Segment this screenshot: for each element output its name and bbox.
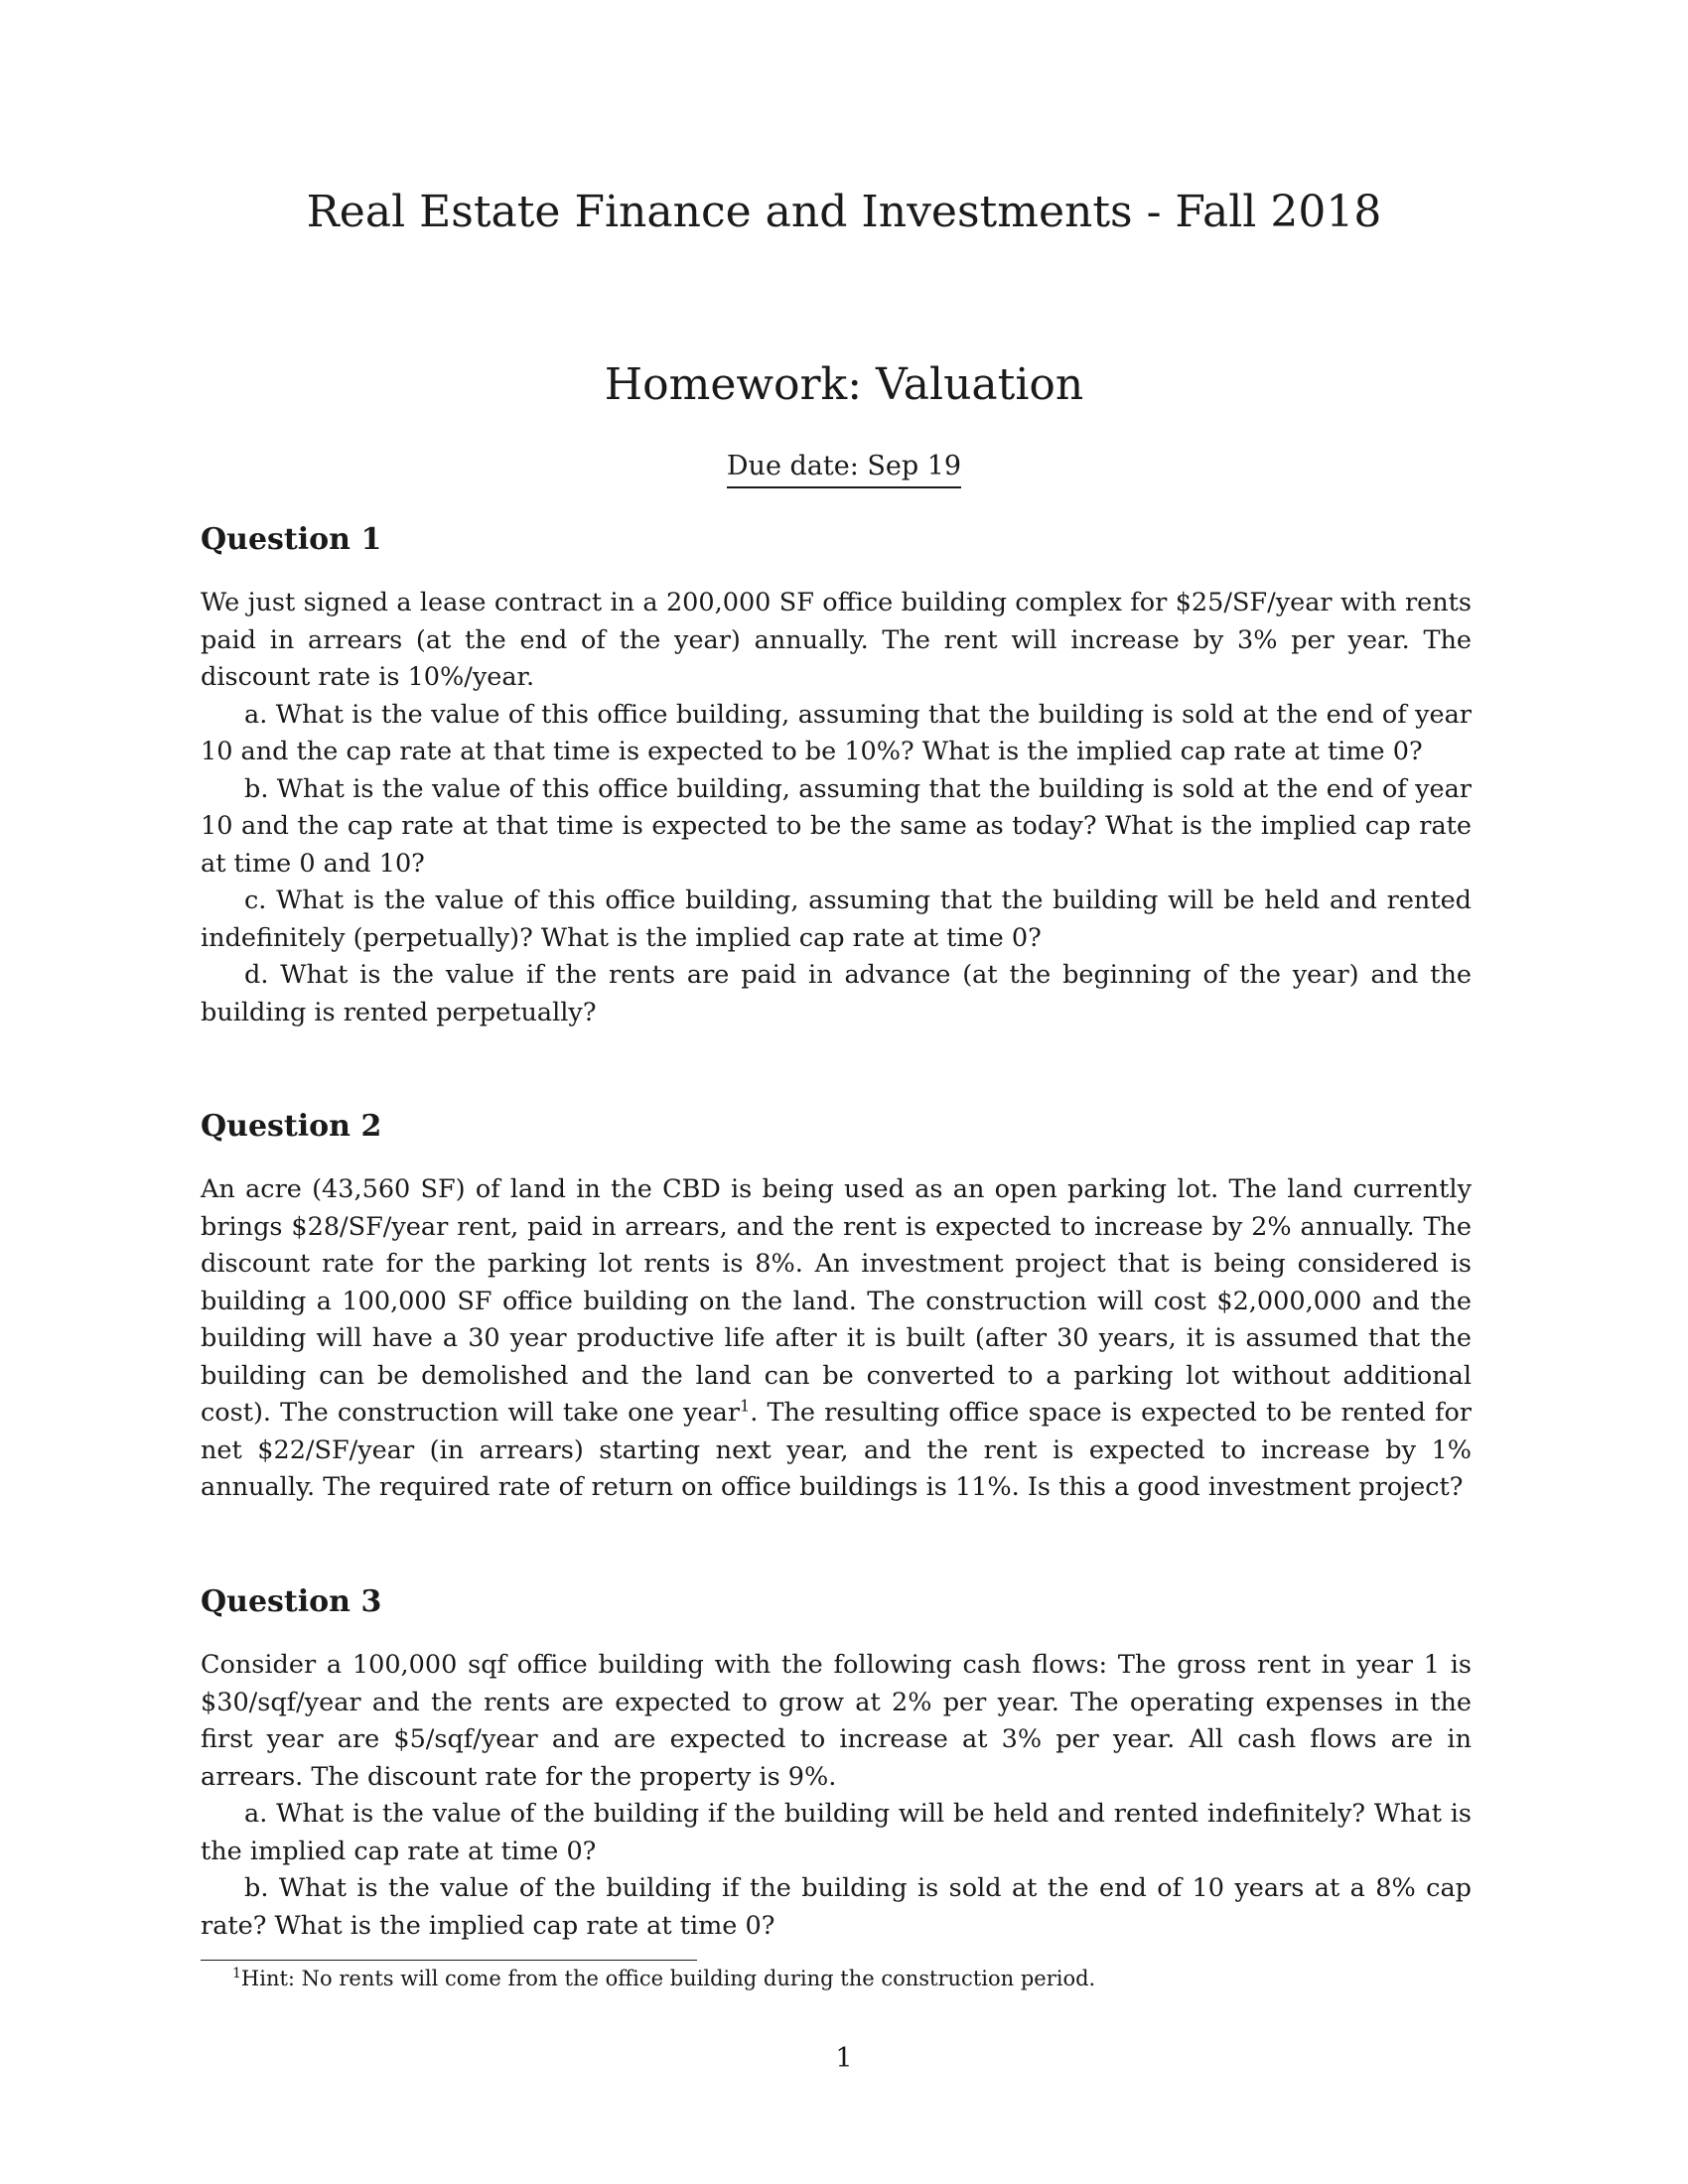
question-heading: Question 3 <box>201 1584 382 1619</box>
homework-title: Homework: Valuation <box>604 359 1084 410</box>
question-intro: Consider a 100,000 sqf office building with the following cash flows: The gross rent in year 1 is $30/sqf/year and the rents are expected to grow at 2% per year. The operating expenses in the first year are $5/sqf/year and are expected to increase at 3% per year. All cash flows are in arrears. The discount rate for the property is 9%. <box>201 1650 1472 1792</box>
question-text-part: An acre (43,560 SF) of land in the CBD is being used as an open parking lot. The land currently brings $28/SF/year rent, paid in arrears, and the rent is expected to increase by 2% annually. The discount rate for the parking lot rents is 8%. An investment project that is being considered is building a 100,000 SF office building on the land. The construction will cost $2,000,000 and the building will have a 30 year productive life after it is built (after 30 years, it is assumed that the building can be demolished and the land can be converted to a parking lot without additional cost). The construction will take one year <box>201 1174 1472 1428</box>
question-text-part: . The resulting office space is expected to be rented for net $22/SF/year (in arrears) starting next year, and the rent is expected to increase by 1% annually. The required rate of return on office buildings is 11%. Is this a good investment project? <box>201 1398 1472 1502</box>
footnote-mark: 1 <box>232 1966 241 1981</box>
question-part-a: a. What is the value of this office building, assuming that the building is sold at the end of year 10 and the cap rate at that time is expected to be 10%? What is the implied cap rate at time 0? <box>201 699 1472 766</box>
question-heading: Question 2 <box>201 1109 382 1144</box>
question-2 <box>201 1107 1472 1507</box>
footnote-mark: 1 <box>740 1396 751 1416</box>
due-date <box>0 449 1688 488</box>
question-body <box>201 585 1472 1031</box>
question-text <box>201 1171 1472 1507</box>
question-part-d: d. What is the value if the rents are paid in advance (at the beginning of the year) and the building is rented perpetually? <box>201 960 1472 1027</box>
footnote <box>232 1964 1095 1993</box>
question-body <box>201 1171 1472 1507</box>
question-1 <box>201 520 1472 1031</box>
question-part-c: c. What is the value of this office building, assuming that the building will be held and rented indefinitely (perpetually)? What is the implied cap rate at time 0? <box>201 886 1472 953</box>
question-body <box>201 1647 1472 1945</box>
question-heading: Question 1 <box>201 522 382 557</box>
footnote-divider <box>201 1960 697 1961</box>
question-intro: We just signed a lease contract in a 200,000 SF office building complex for $25/SF/year with rents paid in arrears (at the end of the year) annually. The rent will increase by 3% per year. The discount rate is 10%/year. <box>201 588 1472 692</box>
course-title: Real Estate Finance and Investments - Fall 2018 <box>306 187 1382 237</box>
question-3 <box>201 1582 1472 1945</box>
question-part-a: a. What is the value of the building if the building will be held and rented indefinitely? What is the implied cap rate at time 0? <box>201 1799 1472 1866</box>
page-number: 1 <box>835 2043 853 2074</box>
question-part-b: b. What is the value of the building if the building is sold at the end of 10 years at a 8% cap rate? What is the implied cap rate at time 0? <box>201 1873 1472 1941</box>
due-date-text: Due date: Sep 19 <box>727 449 961 488</box>
question-part-b: b. What is the value of this office building, assuming that the building is sold at the end of year 10 and the cap rate at that time is expected to be the same as today? What is the implied cap rate at time 0 and 10? <box>201 773 1472 879</box>
footnote-text: Hint: No rents will come from the office building during the construction period. <box>240 1967 1096 1990</box>
